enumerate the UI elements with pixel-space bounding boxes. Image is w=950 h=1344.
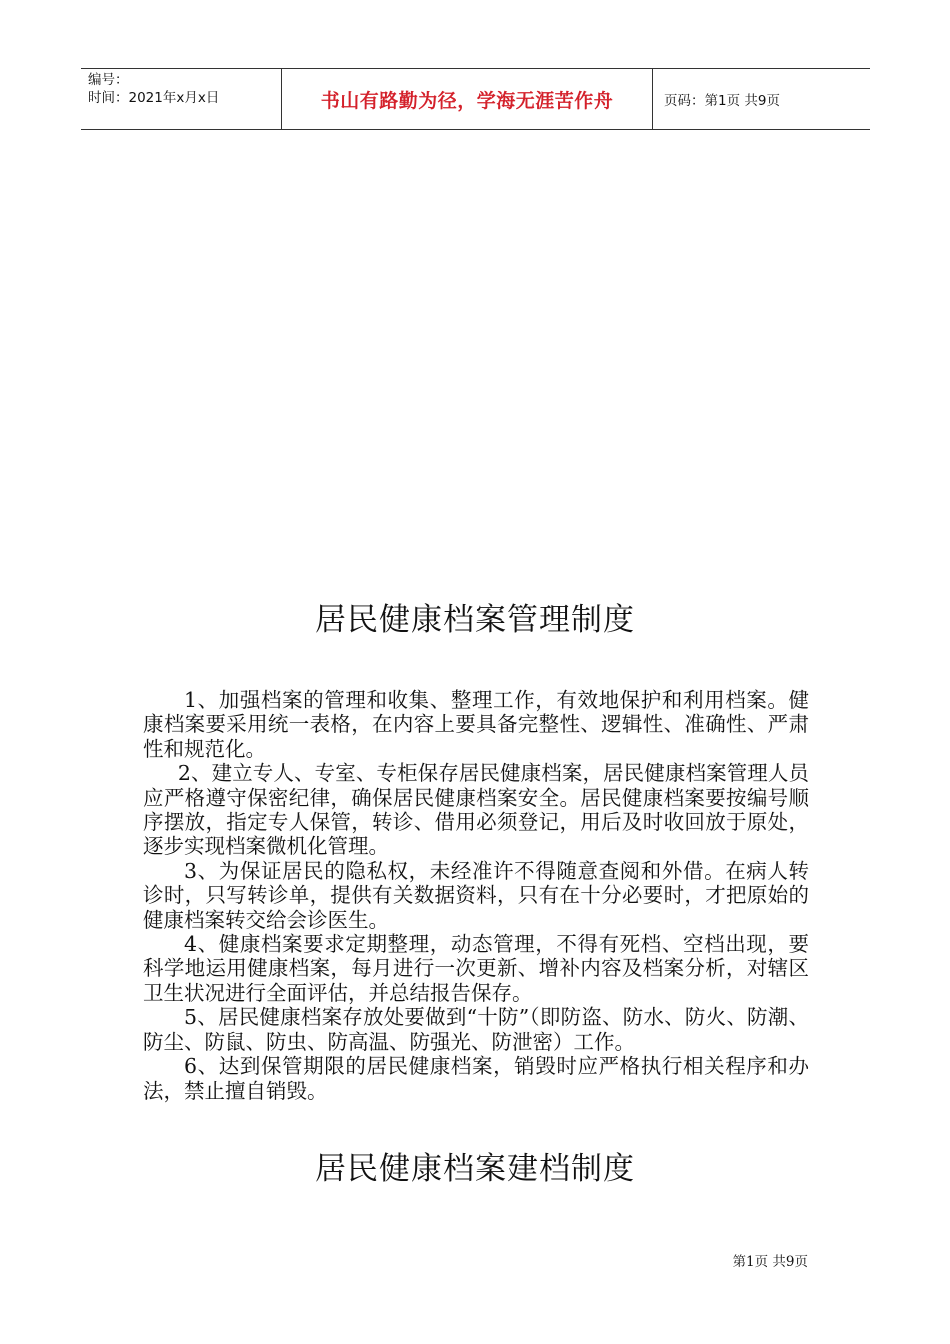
paragraph-6: 6、达到保管期限的居民健康档案，销毁时应严格执行相关程序和办法，禁止擅自销毁。: [143, 1054, 809, 1103]
document-body: [143, 688, 809, 1103]
paragraph-4: 4、健康档案要求定期整理，动态管理，不得有死档、空档出现，要科学地运用健康档案，每月进行一次更新、增补内容及档案分析，对辖区卫生状况进行全面评估，并总结报告保存。: [143, 932, 809, 1005]
paragraph-5: 5、居民健康档案存放处要做到“十防”（即防盗、防水、防火、防潮、防尘、防鼠、防虫、防高温、防强光、防泄密）工作。: [143, 1005, 809, 1054]
header-motto: 书山有路勤为径，学海无涯苦作舟: [281, 69, 653, 129]
page-header: [81, 68, 870, 130]
paragraph-1: 1、加强档案的管理和收集、整理工作，有效地保护和利用档案。健康档案要采用统一表格，在内容上要具备完整性、逻辑性、准确性、严肃性和规范化。: [143, 688, 809, 761]
document-title-management: 居民健康档案管理制度: [315, 602, 635, 638]
header-meta: [81, 69, 281, 129]
date-label: 时间：2021年x月x日: [88, 90, 220, 106]
header-page-info: 页码：第1页 共9页: [664, 93, 780, 109]
document-title-filing: 居民健康档案建档制度: [315, 1151, 635, 1187]
paragraph-3: 3、为保证居民的隐私权，未经准许不得随意查阅和外借。在病人转诊时，只写转诊单，提供有关数据资料，只有在十分必要时，才把原始的健康档案转交给会诊医生。: [143, 858, 809, 932]
paragraph-2: 2、建立专人、专室、专柜保存居民健康档案，居民健康档案管理人员应严格遵守保密纪律，确保居民健康档案安全。居民健康档案要按编号顺序摆放，指定专人保管，转诊、借用必须登记，用后及时收回放于原处，逐步实现档案微机化管理。: [143, 761, 809, 859]
page-footer: 第1页 共9页: [732, 1254, 808, 1270]
number-label: 编号：: [88, 72, 129, 88]
